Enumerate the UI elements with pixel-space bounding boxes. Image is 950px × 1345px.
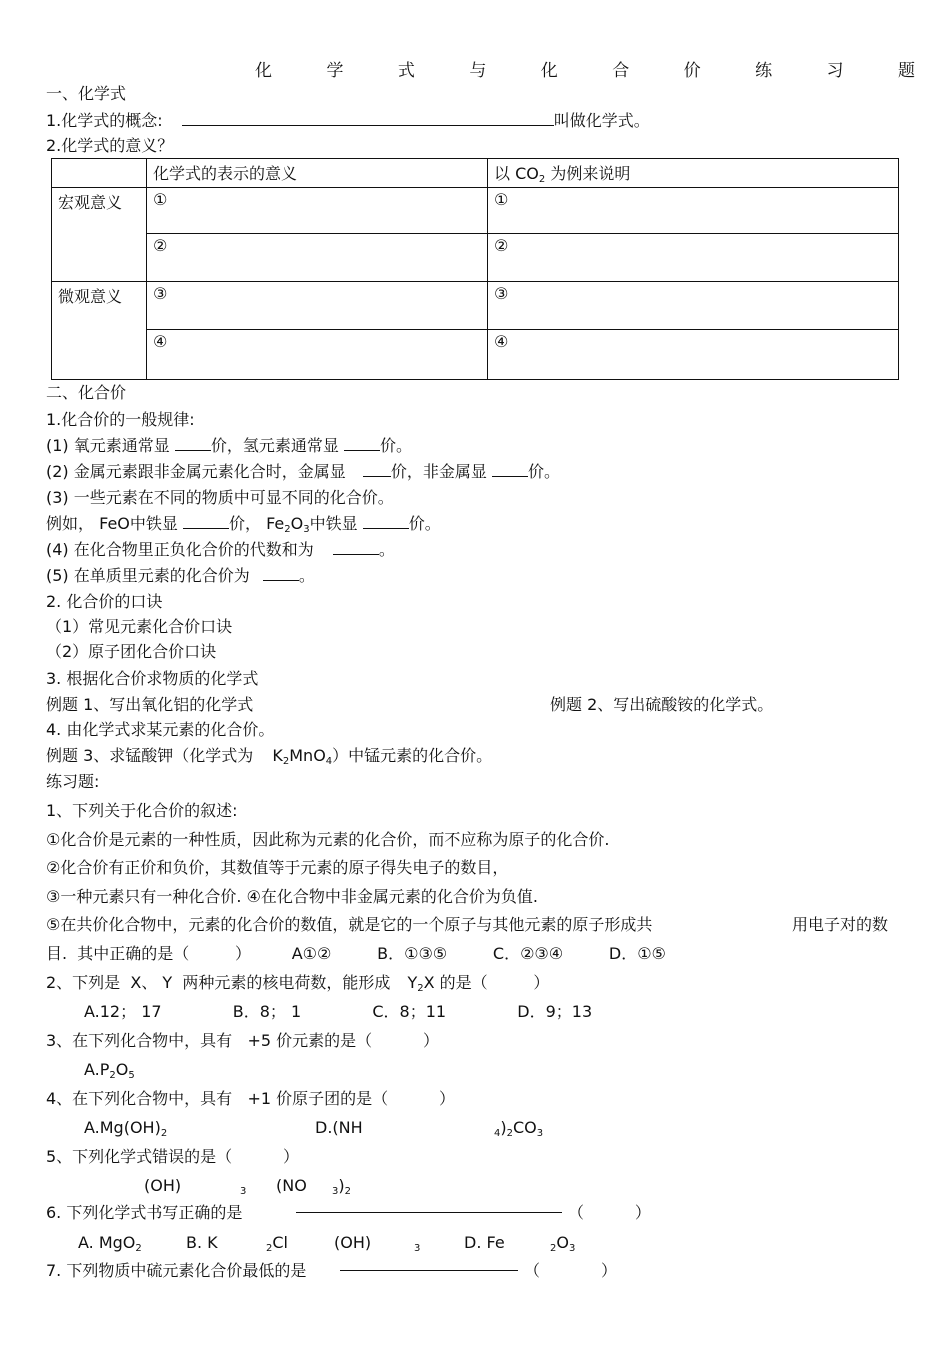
example-text: 中铁显 <box>309 514 358 533</box>
formula-fe2o3: O <box>290 514 304 533</box>
topic-3: 3. 根据化合价求物质的化学式 <box>46 669 259 688</box>
answer-blank[interactable] <box>183 514 229 529</box>
practice-q6-option-b-cont <box>266 1233 288 1259</box>
answer-blank[interactable] <box>263 566 299 581</box>
option-a: A.Mg(OH) <box>84 1118 161 1137</box>
title-char: 式 <box>397 61 415 81</box>
question-meaning: 2.化学式的意义？ <box>46 136 174 155</box>
subscript: 2 <box>282 756 290 767</box>
header-example-sub: 2 <box>538 174 546 185</box>
practice-q7-paren: （ ） <box>524 1261 618 1280</box>
meaning-table <box>51 158 899 380</box>
table-cell[interactable]: ① <box>488 188 899 234</box>
rule-2 <box>46 462 560 482</box>
title-char: 与 <box>469 61 487 81</box>
practice-q1-options: 目. 其中正确的是（ ） A①② B．①③⑤ C．②③④ D．①⑤ <box>46 944 666 963</box>
table-row <box>52 330 899 380</box>
rule-title: 1.化合价的一般规律: <box>46 410 195 429</box>
answer-blank[interactable] <box>182 111 554 126</box>
practice-q2-text: 2、下列是 X、 Y 两种元素的核电荷数，能形成 <box>46 973 391 992</box>
example-text: 中铁显 <box>129 514 178 533</box>
rule-1-text: 价。 <box>379 436 412 455</box>
section-heading-valence: 二、化合价 <box>46 383 127 402</box>
practice-q5-fragment-close: ) <box>338 1176 345 1195</box>
subscript: 2 <box>266 1243 273 1254</box>
practice-q5-fragment: (OH) <box>144 1176 182 1195</box>
example-3-text: 例题 3、求锰酸钾（化学式为 <box>46 746 254 765</box>
example-text: 价。 <box>408 514 441 533</box>
subscript: 2 <box>550 1243 557 1254</box>
title-char: 化 <box>255 61 272 81</box>
table-corner-cell <box>52 159 147 188</box>
subscript: 3 <box>568 1243 576 1254</box>
formula-k2mno4: MnO <box>289 746 326 765</box>
subscript: 2 <box>417 983 424 994</box>
table-cell[interactable]: ② <box>488 234 899 282</box>
subscript: 4 <box>325 756 333 767</box>
subscript: 5 <box>128 1070 135 1081</box>
practice-q6-option-c-sub <box>414 1233 420 1259</box>
subscript: 2 <box>109 1070 116 1081</box>
macro-label: 宏观意义 <box>52 188 147 282</box>
rule-4 <box>46 540 395 560</box>
subscript: 2 <box>135 1243 142 1254</box>
option-a: A. MgO <box>78 1233 136 1252</box>
practice-q1-statement: ③一种元素只有一种化合价. ④在化合物中非金属元素的化合价为负值. <box>46 887 538 906</box>
header-example-prefix: 以 CO <box>494 164 539 183</box>
practice-q6-option-b: B. K <box>186 1233 218 1252</box>
table-header-meaning: 化学式的表示的意义 <box>147 159 488 188</box>
answer-blank[interactable] <box>363 462 391 477</box>
practice-q6-option-d: D. Fe <box>464 1233 505 1252</box>
rule-5-text: (5) 在单质里元素的化合价为 <box>46 566 250 585</box>
micro-label: 微观意义 <box>52 282 147 380</box>
practice-q7: 7. 下列物质中硫元素化合价最低的是 <box>46 1261 307 1280</box>
table-cell[interactable]: ④ <box>147 330 488 380</box>
title-char: 题 <box>897 61 915 81</box>
title-char: 习 <box>826 61 844 81</box>
rule-3-example <box>46 514 441 540</box>
mnemonic-2: （2）原子团化合价口诀 <box>46 642 217 661</box>
subscript: 3 <box>536 1128 544 1139</box>
practice-q2 <box>46 973 549 999</box>
option-d: O <box>556 1233 569 1252</box>
practice-q6-option-a <box>78 1233 142 1259</box>
practice-q1-statement: 用电子对的数 <box>792 915 889 934</box>
practice-q1-statement: ②化合价有正价和负价，其数值等于元素的原子得失电子的数目， <box>46 858 509 877</box>
title-char: 学 <box>326 61 344 81</box>
rule-2-text: 价，非金属显 <box>390 462 487 481</box>
rule-2-text: 价。 <box>527 462 560 481</box>
subscript: 3 <box>332 1186 339 1197</box>
table-row <box>52 159 899 188</box>
subscript: 3 <box>303 524 310 535</box>
practice-q3: 3、在下列化合物中，具有 +5 价元素的是（ ） <box>46 1031 439 1050</box>
table-cell[interactable]: ③ <box>488 282 899 330</box>
practice-q3-option-a <box>84 1060 135 1086</box>
practice-q2-options: A.12； 17 B．8； 1 C．8；11 D．9；13 <box>84 1002 593 1021</box>
practice-q5-fragment <box>240 1176 246 1202</box>
option-a: A.P <box>84 1060 110 1079</box>
question-concept-suffix: 叫做化学式。 <box>553 111 650 130</box>
table-cell[interactable]: ③ <box>147 282 488 330</box>
table-cell[interactable]: ② <box>147 234 488 282</box>
option-a: O <box>115 1060 129 1079</box>
formula-y2x: Y <box>407 973 418 992</box>
example-3 <box>46 746 492 772</box>
example-2: 例题 2、写出硫酸铵的化学式。 <box>550 695 774 714</box>
subscript: 3 <box>414 1243 421 1254</box>
example-text: 例如， <box>46 514 95 533</box>
title-char: 价 <box>683 61 701 81</box>
formula-k2mno4: K <box>272 746 283 765</box>
question-concept <box>46 111 650 131</box>
page-title <box>255 56 915 81</box>
rule-5-text: 。 <box>298 566 315 585</box>
option-d: ) <box>500 1118 507 1137</box>
title-char: 化 <box>540 61 558 81</box>
formula-feo: FeO <box>99 514 130 533</box>
divider-line <box>296 1212 562 1213</box>
option-d: D.(NH <box>315 1118 363 1137</box>
topic-4: 4. 由化学式求某元素的化合价。 <box>46 720 275 739</box>
practice-q6: 6. 下列化学式书写正确的是 <box>46 1203 243 1222</box>
practice-q4: 4、在下列化合物中，具有 +1 价原子团的是（ ） <box>46 1089 455 1108</box>
answer-blank[interactable] <box>344 436 380 451</box>
table-cell[interactable]: ④ <box>488 330 899 380</box>
mnemonic-1: （1）常见元素化合价口诀 <box>46 617 233 636</box>
practice-q1-statement: ⑤在共价化合物中，元素的化合价的数值，就是它的一个原子与其他元素的原子形成共 <box>46 915 653 934</box>
subscript: 2 <box>344 1186 351 1197</box>
rule-4-text: 。 <box>378 540 395 559</box>
mnemonic-title: 2. 化合价的口诀 <box>46 592 163 611</box>
subscript: 2 <box>506 1128 513 1139</box>
subscript: 4 <box>494 1128 501 1139</box>
rule-2-text: (2) 金属元素跟非金属元素化合时，金属显 <box>46 462 346 481</box>
header-example-suffix: 为例来说明 <box>545 164 631 183</box>
practice-heading: 练习题: <box>46 772 100 791</box>
practice-q1-statement: ①化合价是元素的一种性质，因此称为元素的化合价，而不应称为原子的化合价. <box>46 830 610 849</box>
answer-blank[interactable] <box>175 436 211 451</box>
table-row <box>52 282 899 330</box>
rule-1-text: (1) 氧元素通常显 <box>46 436 170 455</box>
practice-q6-option-d-cont <box>550 1233 575 1259</box>
practice-q6-paren: （ ） <box>568 1203 651 1222</box>
rule-3: (3) 一些元素在不同的物质中可显不同的化合价。 <box>46 488 394 507</box>
example-1: 例题 1、写出氧化铝的化学式 <box>46 695 254 714</box>
table-row <box>52 188 899 234</box>
rule-5 <box>46 566 315 586</box>
practice-q6-option-c: (OH) <box>334 1233 372 1252</box>
table-row <box>52 234 899 282</box>
question-concept-prefix: 1.化学式的概念: <box>46 111 163 130</box>
practice-q5-fragment <box>332 1176 351 1202</box>
practice-q4-option-d <box>315 1118 363 1138</box>
answer-blank[interactable] <box>492 462 528 477</box>
option-d: CO <box>513 1118 537 1137</box>
practice-q5: 5、下列化学式错误的是（ ） <box>46 1147 300 1166</box>
practice-q4-option-d-cont <box>494 1118 543 1144</box>
title-char: 练 <box>755 61 773 81</box>
subscript: 2 <box>284 524 291 535</box>
formula-fe2o3: Fe <box>266 514 285 533</box>
table-cell[interactable]: ① <box>147 188 488 234</box>
answer-blank[interactable] <box>333 540 379 555</box>
option-b: Cl <box>272 1233 288 1252</box>
subscript: 2 <box>160 1128 168 1139</box>
example-3-text: ）中锰元素的化合价。 <box>332 746 493 765</box>
practice-q1: 1、下列关于化合价的叙述: <box>46 801 238 820</box>
title-char: 合 <box>612 61 630 81</box>
table-header-example <box>488 159 899 188</box>
rule-1-text: 价，氢元素通常显 <box>210 436 339 455</box>
rule-4-text: (4) 在化合物里正负化合价的代数和为 <box>46 540 314 559</box>
answer-blank[interactable] <box>363 514 409 529</box>
example-text: 价， <box>228 514 261 533</box>
subscript: 3 <box>240 1186 247 1197</box>
rule-1 <box>46 436 412 456</box>
practice-q4-option-a <box>84 1118 167 1144</box>
formula-y2x: X 的是（ ） <box>423 973 550 992</box>
section-heading-formula: 一、化学式 <box>46 84 127 103</box>
practice-q5-fragment: (NO <box>276 1176 307 1195</box>
divider-line <box>340 1270 518 1271</box>
